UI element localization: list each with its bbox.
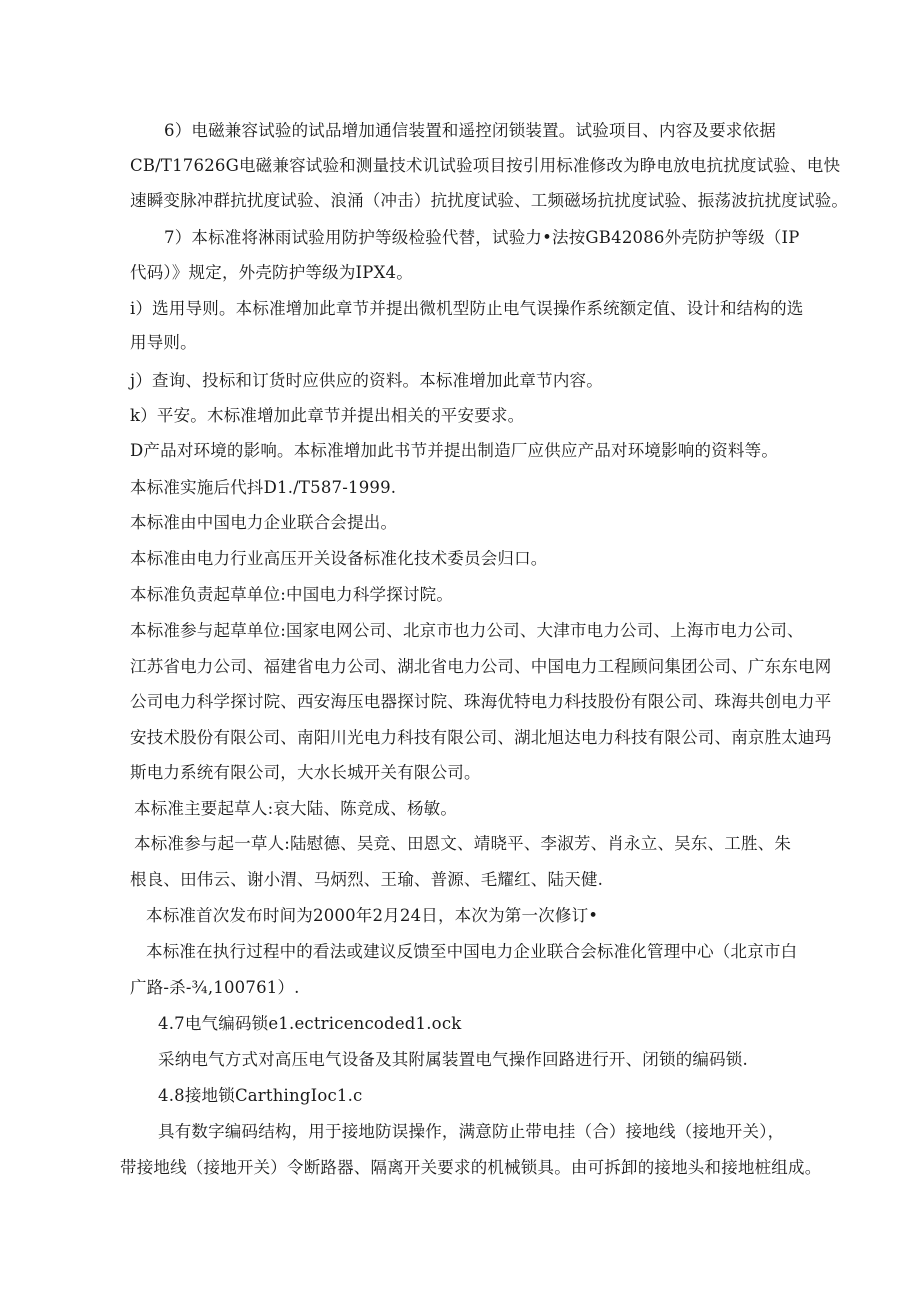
text-line: D产品对环境的影响。本标准增加此书节并提出制造厂应供应产品对环境影响的资料等。 bbox=[130, 441, 779, 460]
text-line: k）平安。木标准增加此章节并提出相关的平安要求。 bbox=[130, 406, 525, 425]
text-line: j）查询、投标和订货时应供应的资料。本标准增加此章节内容。 bbox=[130, 371, 603, 390]
text-line: 6）电磁兼容试验的试品增加通信装置和遥控闭锁装置。试验项目、内容及要求依据 bbox=[164, 121, 776, 140]
text-line: 本标准参与起一草人:陆慰德、吴竞、田恩文、靖晓平、李淑芳、肖永立、吴东、工胜、朱 bbox=[134, 834, 792, 853]
text-line: 代码）》规定，外壳防护等级为IPX4。 bbox=[130, 263, 413, 282]
text-line: 广路-杀-¾,100761）. bbox=[130, 978, 300, 997]
text-line: 本标准由中国电力企业联合会提出。 bbox=[130, 513, 398, 532]
text-line: 7）本标准将淋雨试验用防护等级检验代替，试验力•法按GB42086外壳防护等级（IP bbox=[164, 228, 800, 247]
text-line: 公司电力科学探讨院、西安海压电器探讨院、珠海优特电力科技股份有限公司、珠海共创电力平 bbox=[130, 692, 832, 711]
text-line: 斯电力系统有限公司，大水长城开关有限公司。 bbox=[130, 763, 481, 782]
text-line: 带接地线（接地开关）令断路器、隔离开关要求的机械锁具。由可拆卸的接地头和接地桩组成。 bbox=[120, 1158, 822, 1177]
section-heading: 4.8接地锁CarthingIoc1.c bbox=[158, 1086, 363, 1105]
text-line: 本标准由电力行业高压开关设备标准化技术委员会归口。 bbox=[130, 549, 548, 568]
text-line: 本标准主要起草人:哀大陆、陈竞成、杨敏。 bbox=[134, 799, 458, 818]
text-line: 安技术股份有限公司、南阳川光电力科技有限公司、湖北旭达电力科技有限公司、南京胜太迪玛 bbox=[130, 728, 832, 747]
text-line: 根良、田伟云、谢小渭、马炳烈、王瑜、普源、毛耀红、陆天健. bbox=[130, 870, 604, 889]
text-line: 本标准首次发布时间为2000年2月24日，本次为第一次修订• bbox=[146, 906, 599, 925]
text-line: 江苏省电力公司、福建省电力公司、湖北省电力公司、中国电力工程顾问集团公司、广东东电网 bbox=[130, 657, 832, 676]
text-line: CB/T17626G电磁兼容试验和测量技术讥试验项目按引用标准修改为睁电放电抗扰度试验、电快 bbox=[130, 156, 841, 175]
text-line: i）选用导则。本标准增加此章节并提出微机型防止电气误操作系统额定值、设计和结构的选 bbox=[130, 299, 804, 318]
text-line: 具有数字编码结构，用于接地防误操作，满意防止带电挂（合）接地线（接地开关）， bbox=[158, 1122, 785, 1141]
text-line: 用导则。 bbox=[130, 333, 197, 352]
text-line: 采纳电气方式对高压电气设备及其附属装置电气操作回路进行开、闭锁的编码锁. bbox=[158, 1050, 748, 1069]
text-line: 本标准实施后代抖D1./T587-1999. bbox=[130, 478, 397, 497]
text-line: 本标准负责起草单位:中国电力科学探讨院。 bbox=[130, 585, 454, 604]
section-heading: 4.7电气编码锁e1.ectricencoded1.ock bbox=[158, 1014, 462, 1033]
text-line: 速瞬变脉冲群抗扰度试验、浪涌（冲击）抗扰度试验、工频磁场抗扰度试验、振荡波抗扰度试验。 bbox=[130, 191, 849, 210]
text-line: 本标准在执行过程中的看法或建议反馈至中国电力企业联合会标准化管理中心（北京市白 bbox=[146, 942, 798, 961]
text-line: 本标准参与起草单位:国家电网公司、北京市也力公司、大津市电力公司、上海市电力公司、 bbox=[130, 621, 804, 640]
